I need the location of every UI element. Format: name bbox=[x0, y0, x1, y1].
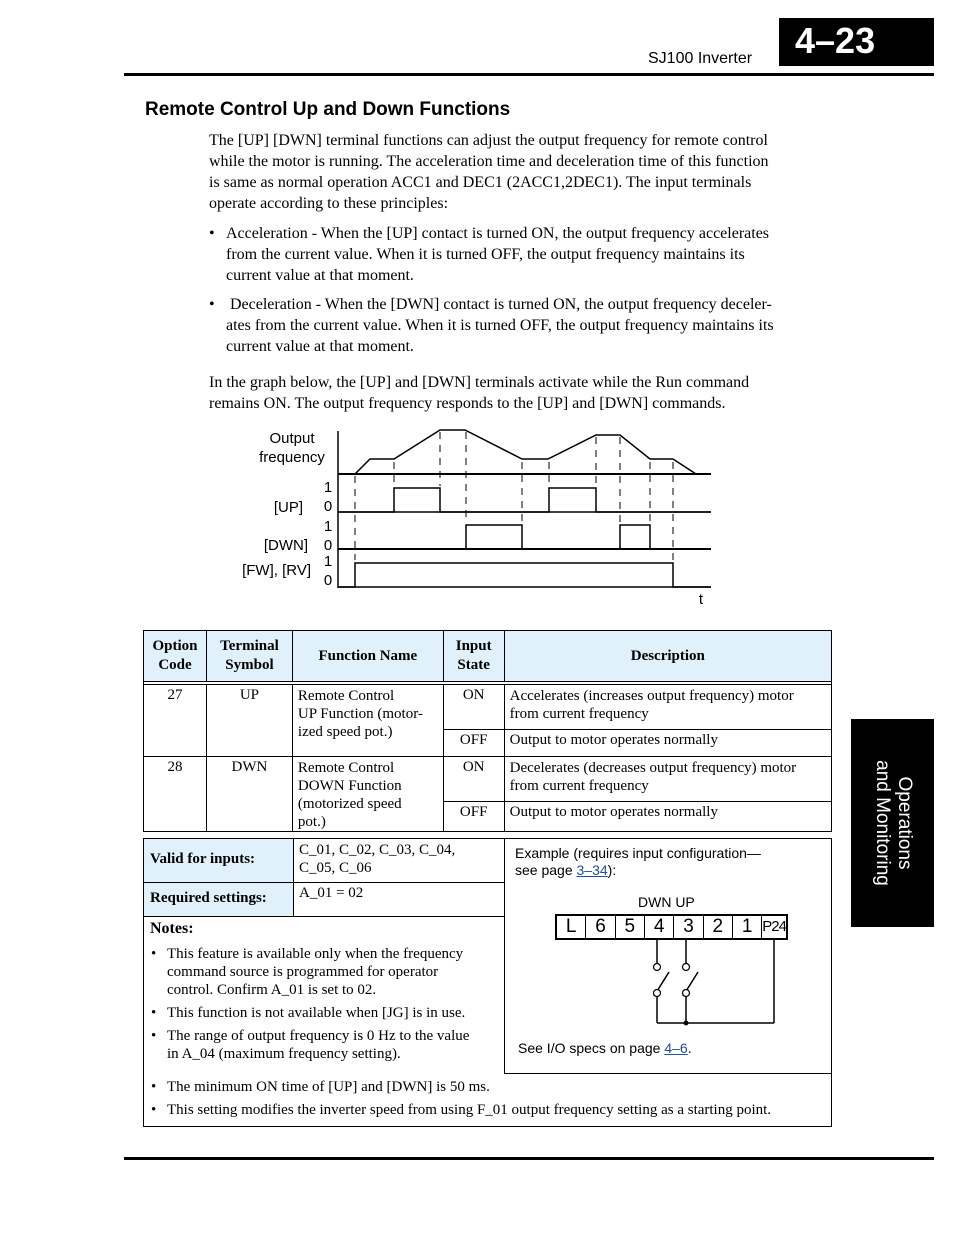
intro-line: while the motor is running. The acceleration time and deceleration time of this function bbox=[209, 153, 769, 170]
output-label-1: Output bbox=[269, 430, 315, 447]
terminal-caption: DWN UP bbox=[638, 894, 695, 910]
terminal-L: L bbox=[557, 916, 586, 938]
page-3-34-link[interactable]: 3–34 bbox=[576, 862, 608, 878]
header-title: SJ100 Inverter bbox=[648, 50, 753, 67]
header-description: Description bbox=[504, 631, 831, 682]
option-code-cell: 27 bbox=[144, 685, 207, 757]
function-name-cell: Remote Control UP Function (motor- ized speed pot.) bbox=[292, 685, 443, 757]
dwn-level-1: 1 bbox=[323, 518, 333, 535]
output-label-2: frequency bbox=[259, 449, 325, 466]
bullet-line: from the current value. When it is turned OFF, the output frequency maintains its bbox=[226, 246, 745, 263]
fwrv-level-1: 1 bbox=[323, 553, 333, 570]
bullet-dot: • bbox=[209, 225, 215, 242]
dwn-switch-contact bbox=[654, 964, 661, 971]
required-settings-value: A_01 = 02 bbox=[293, 882, 505, 917]
description-off: Output to motor operates normally bbox=[504, 802, 831, 832]
bullet-line: Deceleration - When the [DWN] contact is turned ON, the output frequency deceler- bbox=[226, 296, 772, 313]
terminal-symbol-cell: DWN bbox=[206, 757, 292, 832]
valid-inputs-label: Valid for inputs: bbox=[143, 838, 294, 883]
side-tab-line2: and Monitoring bbox=[871, 760, 893, 886]
junction-dot bbox=[684, 1021, 689, 1026]
terminal-5: 5 bbox=[616, 916, 645, 938]
graph-intro-line: remains ON. The output frequency responds to the [UP] and [DWN] commands. bbox=[209, 395, 726, 412]
valid-inputs-value: C_01, C_02, C_03, C_04, C_05, C_06 bbox=[293, 838, 505, 883]
input-state-off: OFF bbox=[443, 730, 504, 757]
notes-title: Notes: bbox=[150, 920, 194, 937]
intro-line: The [UP] [DWN] terminal functions can adjust the output frequency for remote control bbox=[209, 132, 768, 149]
input-state-on: ON bbox=[443, 757, 504, 802]
bullet-line: Acceleration - When the [UP] contact is turned ON, the output frequency accelerates bbox=[226, 225, 770, 242]
up-level-0: 0 bbox=[323, 498, 333, 515]
full-notes bbox=[145, 1078, 825, 1119]
graph-intro-line: In the graph below, the [UP] and [DWN] terminals activate while the Run command bbox=[209, 374, 750, 391]
bullet-dot: • bbox=[209, 296, 215, 313]
io-specs-note: See I/O specs on page 4–6. bbox=[518, 1040, 692, 1056]
intro-line: is same as normal operation ACC1 and DEC1 (2ACC1,2DEC1). The input terminals bbox=[209, 174, 752, 191]
description-off: Output to motor operates normally bbox=[504, 730, 831, 757]
header-input-state: Input State bbox=[443, 631, 504, 682]
note-item: • This setting modifies the inverter speed from using F_01 output frequency setting as a starting point. bbox=[151, 1102, 772, 1118]
description-on: Decelerates (decreases output frequency) motor from current frequency bbox=[504, 757, 831, 802]
terminal-6: 6 bbox=[586, 916, 615, 938]
terminal-symbol-cell: UP bbox=[206, 685, 292, 757]
terminal-3: 3 bbox=[674, 916, 703, 938]
fwrv-level-0: 0 bbox=[323, 572, 333, 589]
intro-line: operate according to these principles: bbox=[209, 195, 449, 212]
side-tab-line1: Operations bbox=[893, 776, 915, 870]
bullet-line: current value at that moment. bbox=[226, 338, 414, 355]
note-item: • The minimum ON time of [UP] and [DWN] is 50 ms. bbox=[151, 1079, 490, 1095]
page-number: 4–23 bbox=[779, 18, 934, 66]
up-label: [UP] bbox=[273, 499, 303, 516]
function-name-cell: Remote Control DOWN Function (motorized speed pot.) bbox=[292, 757, 443, 832]
up-switch-contact bbox=[683, 964, 690, 971]
required-settings-label: Required settings: bbox=[143, 882, 294, 917]
terminal-P24: P24 bbox=[762, 918, 786, 935]
description-on: Accelerates (increases output frequency) motor from current frequency bbox=[504, 685, 831, 730]
terminal-4: 4 bbox=[645, 916, 674, 938]
header-terminal-symbol: Terminal Symbol bbox=[206, 631, 292, 682]
page-4-6-link[interactable]: 4–6 bbox=[664, 1040, 688, 1056]
option-code-cell: 28 bbox=[144, 757, 207, 832]
input-state-on: ON bbox=[443, 685, 504, 730]
header-function-name: Function Name bbox=[292, 631, 443, 682]
dwn-level-0: 0 bbox=[323, 537, 333, 554]
dwn-label: [DWN] bbox=[263, 537, 308, 554]
fwrv-label: [FW], [RV] bbox=[242, 562, 311, 579]
note-item: • This feature is available only when the frequency command source is programmed for operator control. Confirm A_01 is set to 02. bbox=[151, 946, 464, 998]
up-level-1: 1 bbox=[323, 479, 333, 496]
section-title: Remote Control Up and Down Functions bbox=[145, 99, 511, 120]
terminal-2: 2 bbox=[704, 916, 733, 938]
bottom-rule bbox=[124, 1157, 934, 1160]
note-item: • The range of output frequency is 0 Hz to the value in A_04 (maximum frequency setting). bbox=[151, 1028, 470, 1062]
bullet-line: current value at that moment. bbox=[226, 267, 414, 284]
header-option-code: Option Code bbox=[144, 631, 207, 682]
input-state-off: OFF bbox=[443, 802, 504, 832]
terminal-1: 1 bbox=[733, 916, 762, 938]
time-axis-label: t bbox=[698, 591, 704, 608]
example-caption: Example (requires input configuration— see page 3–34): bbox=[515, 845, 761, 878]
bullet-line: ates from the current value. When it is turned OFF, the output frequency maintains its bbox=[226, 317, 774, 334]
note-item: • This function is not available when [JG] is in use. bbox=[151, 1005, 466, 1021]
